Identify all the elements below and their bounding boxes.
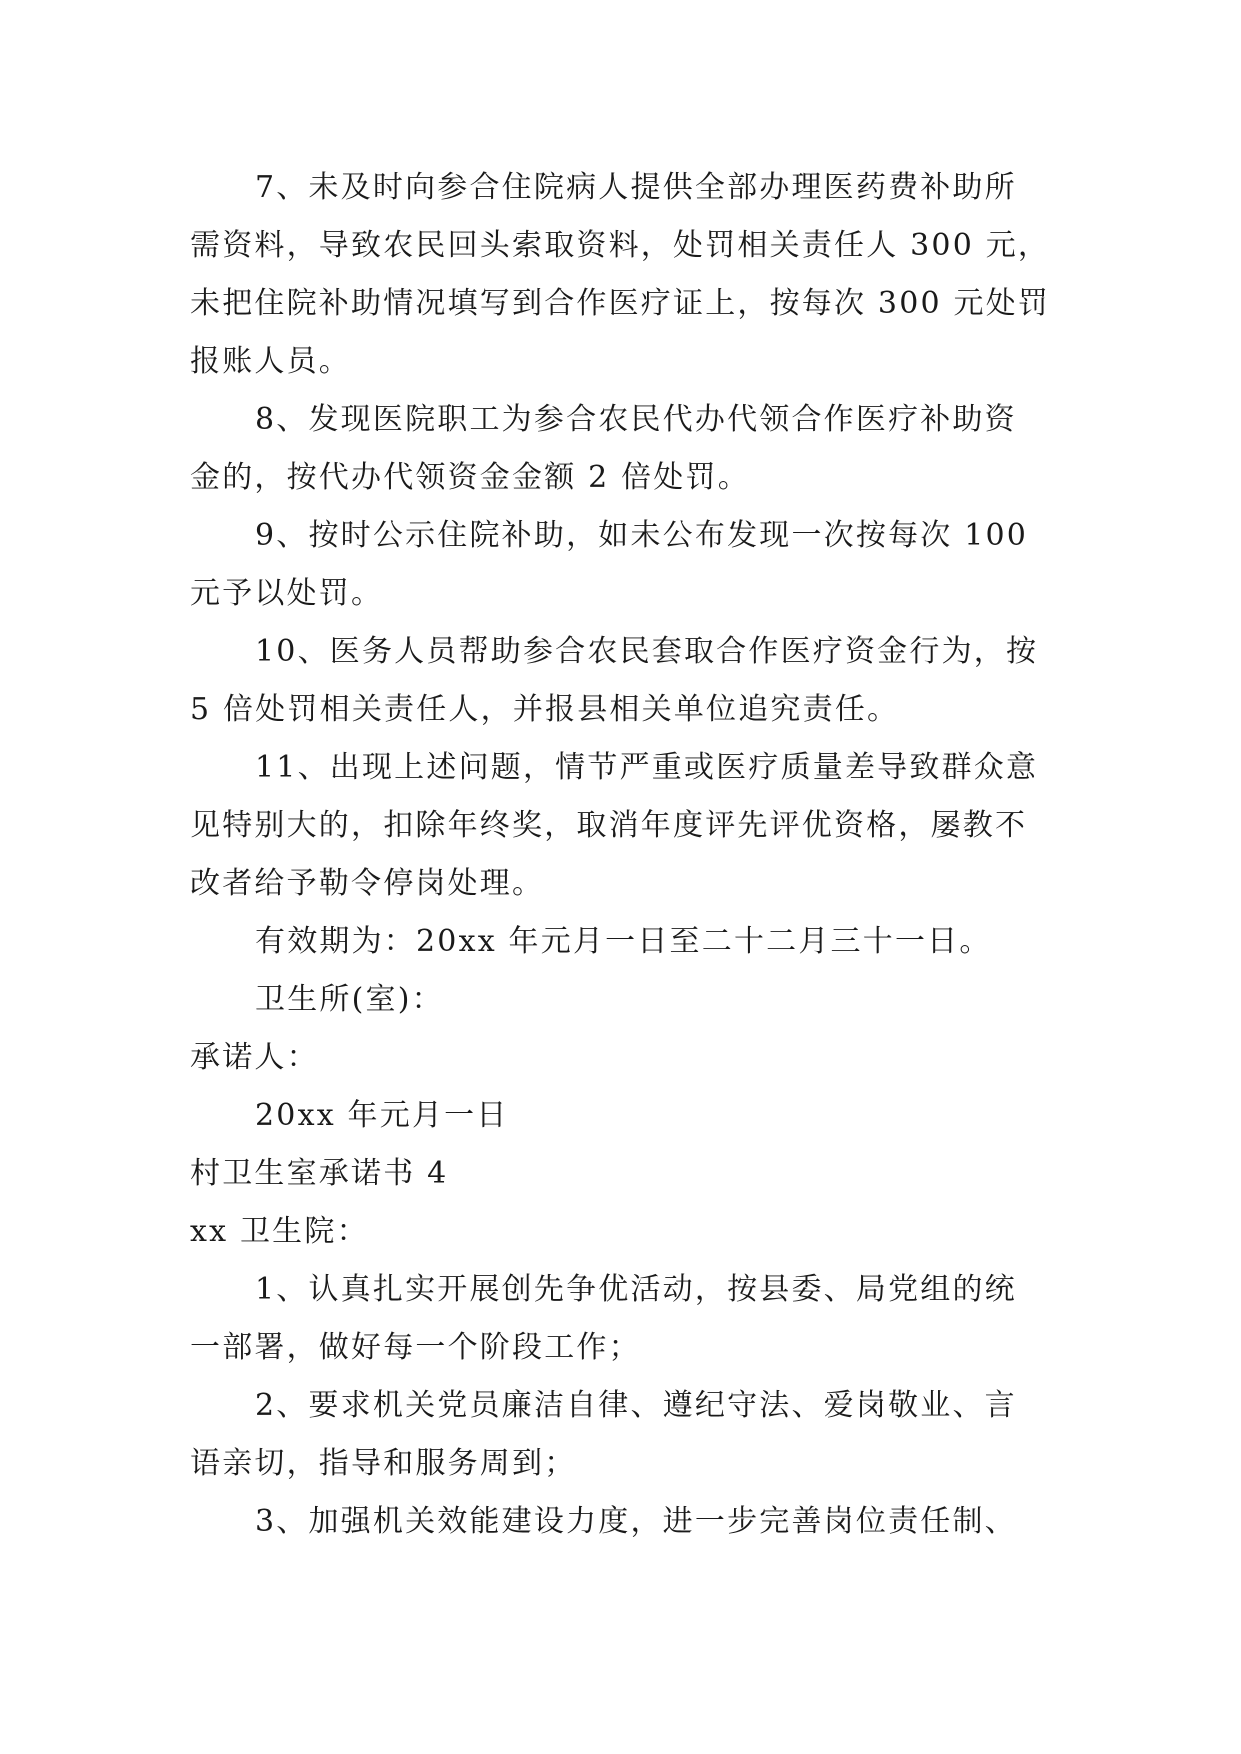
paragraph-line: 2、要求机关党员廉洁自律、遵纪守法、爱岗敬业、言 bbox=[255, 1388, 1017, 1423]
paragraph-line: 7、未及时向参合住院病人提供全部办理医药费补助所 bbox=[255, 170, 1017, 205]
promisor-label: 承诺人： bbox=[190, 1040, 319, 1075]
paragraph-line: 1、认真扎实开展创先争优活动，按县委、局党组的统 bbox=[255, 1272, 1017, 1307]
paragraph-line: 改者给予勒令停岗处理。 bbox=[190, 866, 545, 901]
paragraph-line: 金的，按代办代领资金金额 2 倍处罚。 bbox=[190, 460, 750, 495]
paragraph-line: 一部署，做好每一个阶段工作； bbox=[190, 1330, 641, 1365]
validity-period: 有效期为：20xx 年元月一日至二十二月三十一日。 bbox=[255, 924, 992, 959]
paragraph-line: 报账人员。 bbox=[190, 344, 351, 379]
clinic-label: 卫生所(室)： bbox=[255, 982, 444, 1017]
paragraph-line: 元予以处罚。 bbox=[190, 576, 384, 611]
paragraph-line: 语亲切，指导和服务周到； bbox=[190, 1446, 577, 1481]
signature-date: 20xx 年元月一日 bbox=[255, 1098, 509, 1133]
paragraph-line: 未把住院补助情况填写到合作医疗证上，按每次 300 元处罚 bbox=[190, 286, 1051, 321]
paragraph-line: 见特别大的，扣除年终奖，取消年度评先评优资格，屡教不 bbox=[190, 808, 1028, 843]
paragraph-line: 8、发现医院职工为参合农民代办代领合作医疗补助资 bbox=[255, 402, 1017, 437]
addressee: xx 卫生院： bbox=[190, 1214, 369, 1249]
paragraph-line: 5 倍处罚相关责任人，并报县相关单位追究责任。 bbox=[190, 692, 900, 727]
section-title: 村卫生室承诺书 4 bbox=[190, 1156, 449, 1191]
paragraph-line: 需资料，导致农民回头索取资料，处罚相关责任人 300 元， bbox=[190, 228, 1051, 263]
paragraph-line: 3、加强机关效能建设力度，进一步完善岗位责任制、 bbox=[255, 1504, 1017, 1539]
paragraph-line: 11、出现上述问题，情节严重或医疗质量差导致群众意 bbox=[255, 750, 1039, 785]
paragraph-line: 10、医务人员帮助参合农民套取合作医疗资金行为，按 bbox=[255, 634, 1039, 669]
paragraph-line: 9、按时公示住院补助，如未公布发现一次按每次 100 bbox=[255, 518, 1029, 553]
